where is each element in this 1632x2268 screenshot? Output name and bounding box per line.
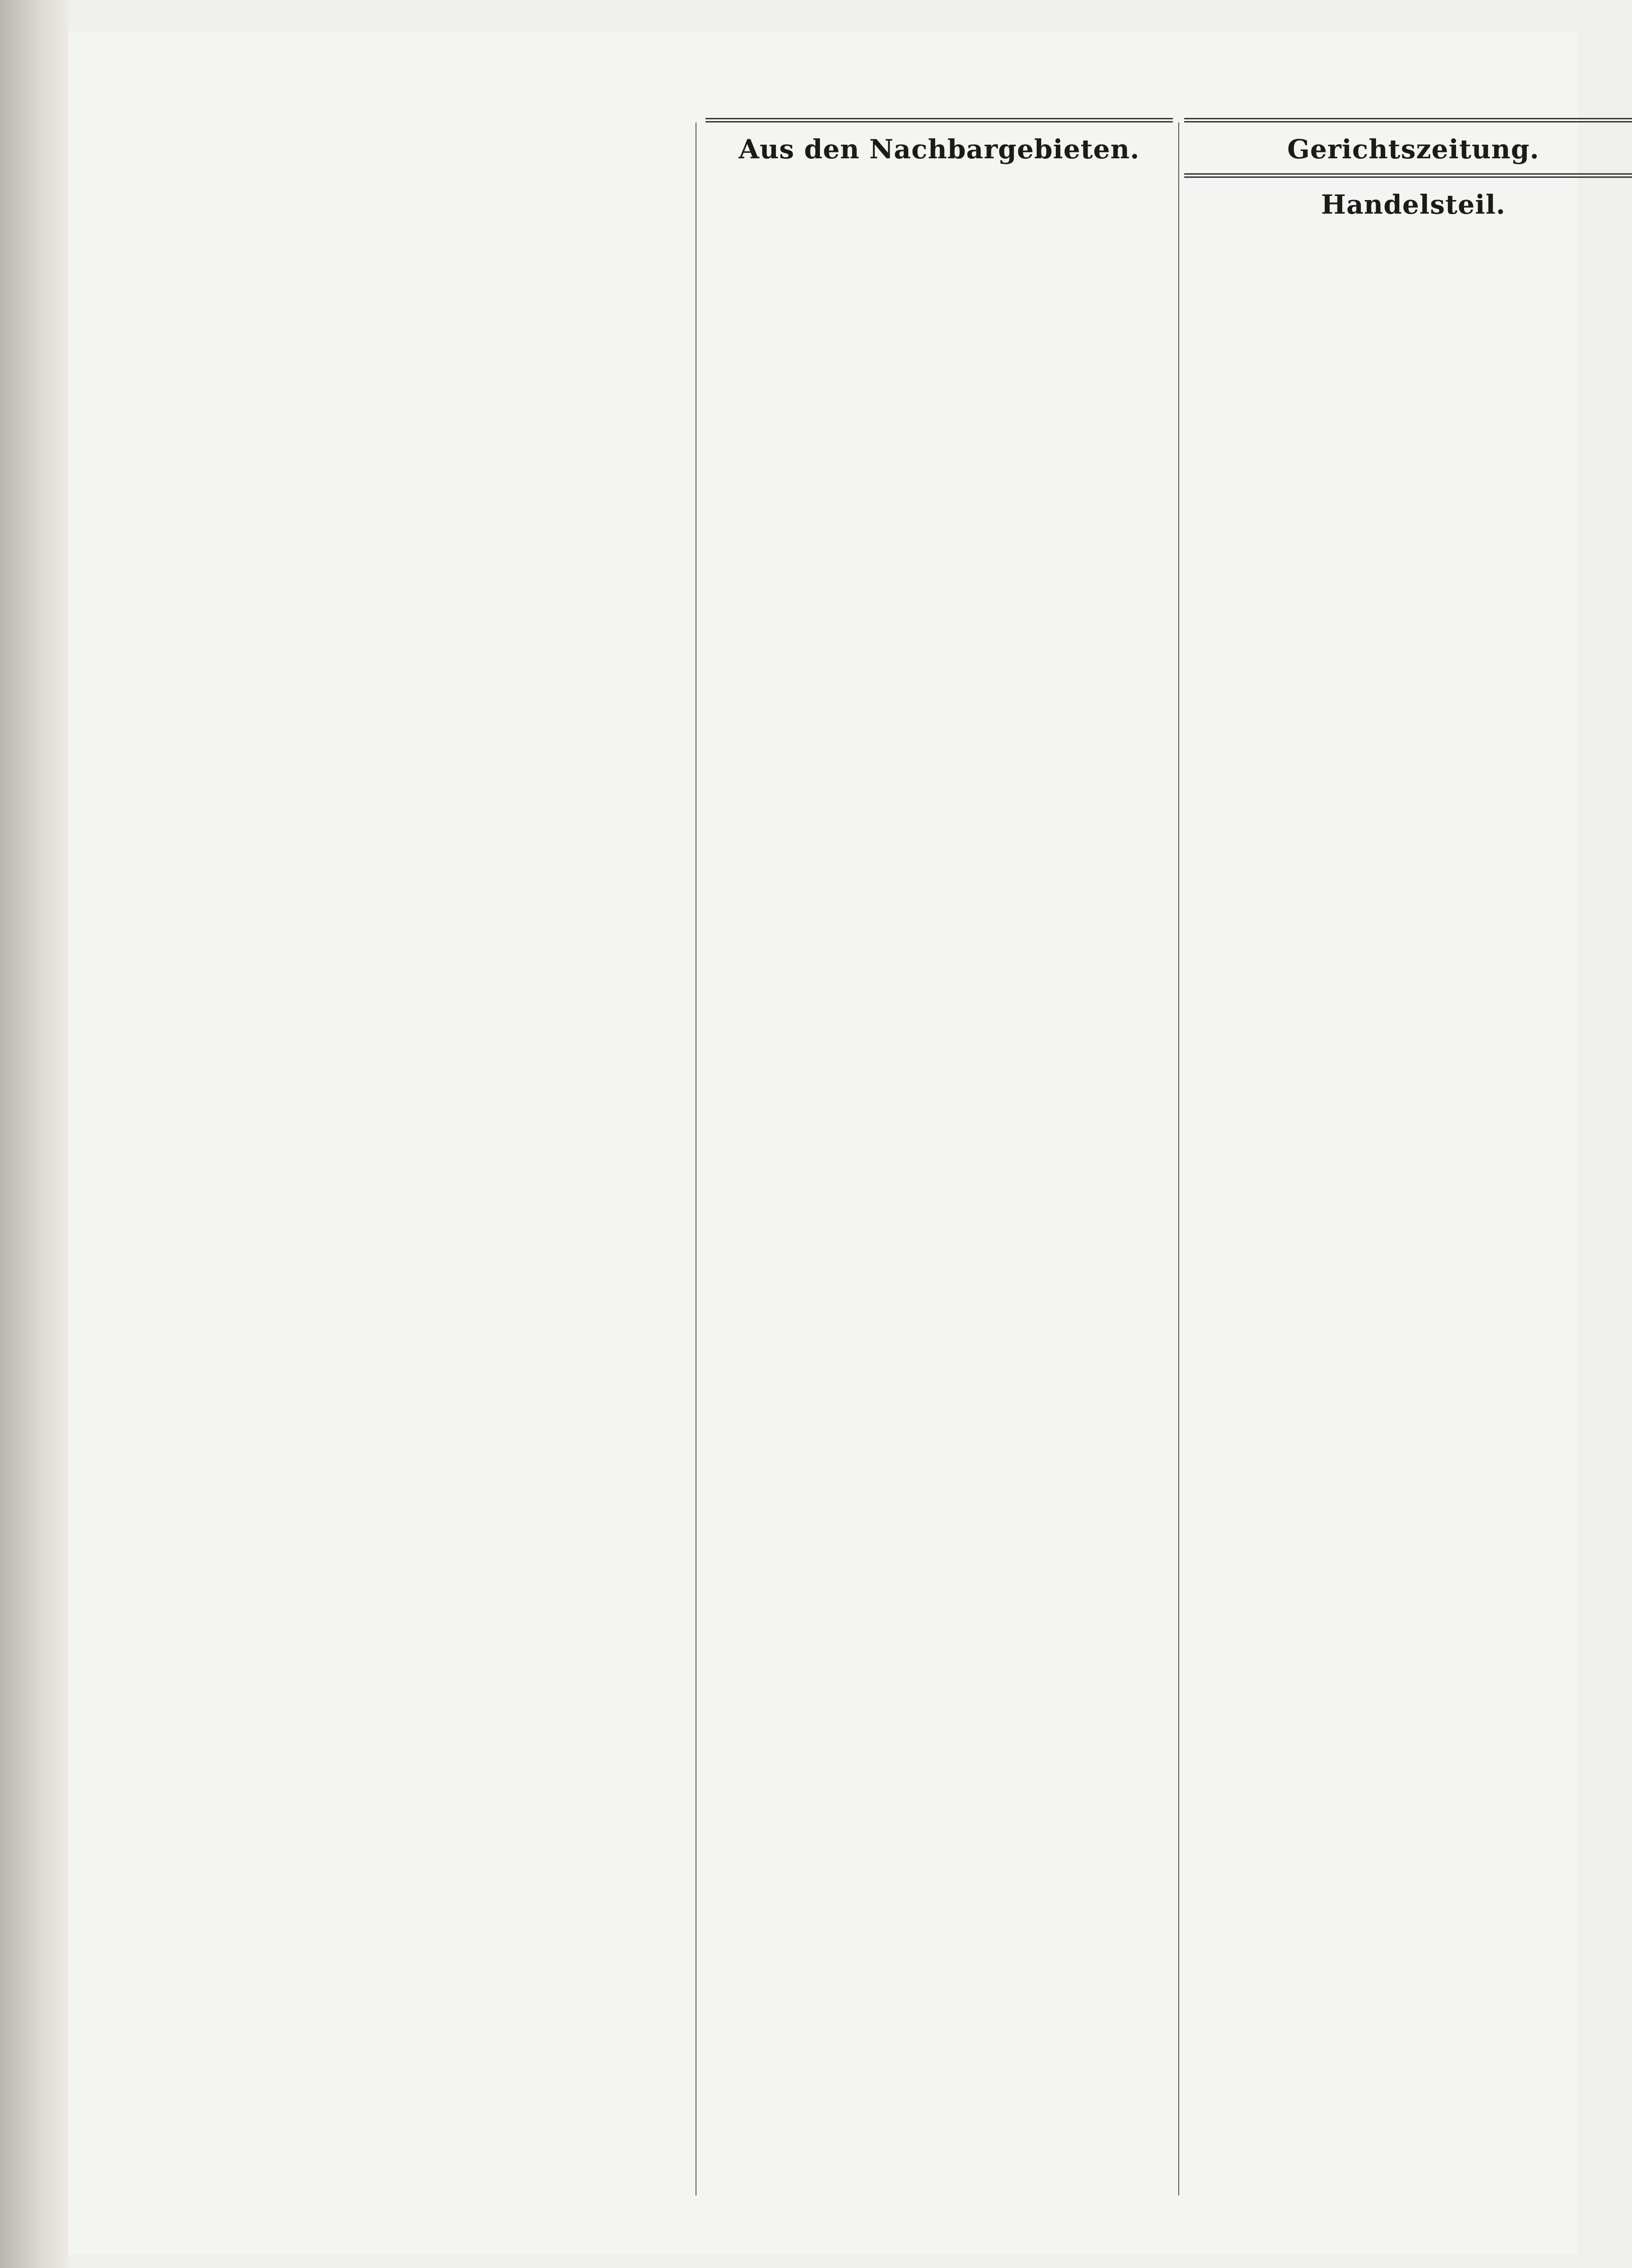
column-1 bbox=[163, 113, 685, 2209]
newspaper-page bbox=[68, 32, 1579, 2254]
trade-rule bbox=[1184, 173, 1632, 178]
column-3 bbox=[1184, 113, 1632, 2209]
section-heading-handelsteil: Handelsteil. bbox=[1321, 189, 1506, 220]
book-binding-edge bbox=[0, 0, 68, 2268]
section-heading-nachbargebiete: Aus den Nachbargebieten. bbox=[739, 134, 1140, 165]
column-2 bbox=[706, 113, 1173, 2209]
section-heading-gerichtszeitung: Gerichtszeitung. bbox=[1287, 134, 1539, 165]
column-divider-2 bbox=[1178, 122, 1179, 2195]
court-rule bbox=[1184, 118, 1632, 122]
section-rule bbox=[706, 118, 1173, 122]
